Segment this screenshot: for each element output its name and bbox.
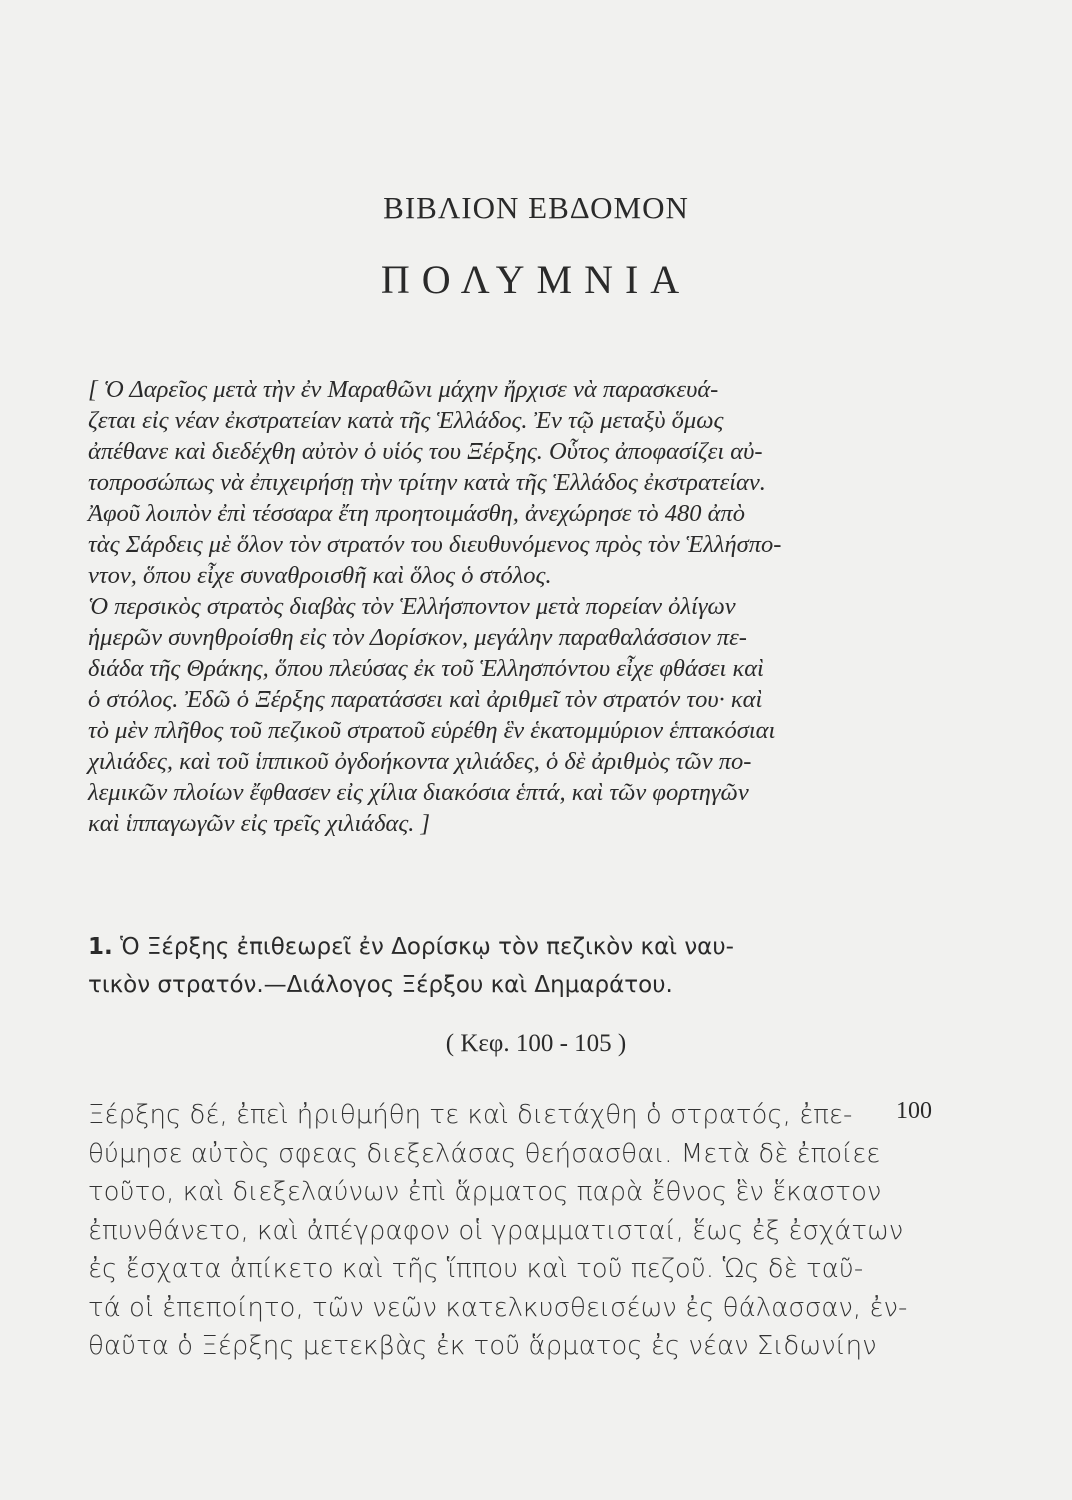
section-title-part1: Ὁ Ξέρξης ἐπιθεωρεῖ ἐν Δορίσκῳ τὸν πεζικὸν καὶ ναυ- <box>120 934 734 960</box>
text-line: ἐπυνθάνετο, καὶ ἀπέγραφον οἱ γραμματισταί, ἕως ἐξ ἐσχάτων <box>88 1215 904 1246</box>
summary-line: τὸ μὲν πλῆθος τοῦ πεζικοῦ στρατοῦ εὑρέθη ἓν ἑκατομμύριον ἑπτακόσιαι <box>88 717 776 744</box>
text-line: Ξέρξης δέ, ἐπεὶ ἠριθμήθη τε καὶ διετάχθη ὁ στρατός, ἐπε- <box>88 1100 853 1130</box>
summary-line: τὰς Σάρδεις μὲ ὅλον τὸν στρατόν του διευθυνόμενος πρὸς τὸν Ἑλλήσπο- <box>88 531 782 558</box>
summary-line: Ἀφοῦ λοιπὸν ἐπὶ τέσσαρα ἔτη προητοιμάσθη, ἀνεχώρησε τὸ 480 ἀπὸ <box>88 500 745 527</box>
summary-line: ντον, ὅπου εἶχε συναθροισθῆ καὶ ὅλος ὁ στόλος. <box>88 562 552 589</box>
summary-line: ἀπέθανε καὶ διεδέχθη αὐτὸν ὁ υἱός του Ξέρξης. Οὗτος ἀποφασίζει αὐ- <box>88 438 763 465</box>
section-heading-line <box>88 966 948 1004</box>
section-heading-line <box>88 928 948 966</box>
ancient-greek-text <box>88 1096 928 1366</box>
summary-line: λεμικῶν πλοίων ἔφθασεν εἰς χίλια διακόσια ἑπτά, καὶ τῶν φορτηγῶν <box>88 779 749 806</box>
section-number: 1. <box>88 934 113 960</box>
summary-line: τοπροσώπως νὰ ἐπιχειρήσῃ τὴν τρίτην κατὰ τῆς Ἑλλάδος ἐκστρατείαν. <box>88 469 766 496</box>
text-line: θύμησε αὐτὸς σφεας διεξελάσας θεήσασθαι. Μετὰ δὲ ἐποίεε <box>88 1138 881 1169</box>
summary-line: ὁ στόλος. Ἐδῶ ὁ Ξέρξης παρατάσσει καὶ ἀριθμεῖ τὸν στρατόν του· καὶ <box>88 686 763 713</box>
text-line: τά οἱ ἐπεποίητο, τῶν νεῶν κατελκυσθεισέων ἐς θάλασσαν, ἐν- <box>88 1292 908 1323</box>
text-line: θαῦτα ὁ Ξέρξης μετεκβὰς ἐκ τοῦ ἅρματος ἐς νέαν Σιδωνίην <box>88 1331 877 1361</box>
summary-line: καὶ ἱππαγωγῶν εἰς τρεῖς χιλιάδας. ] <box>88 810 431 837</box>
summary-line: ζεται εἰς νέαν ἐκστρατείαν κατὰ τῆς Ἑλλάδος. Ἐν τῷ μεταξὺ ὅμως <box>88 407 724 434</box>
summary-line: ἡμερῶν συνηθροίσθη εἰς τὸν Δορίσκον, μεγάλην παραθαλάσσιον πε- <box>88 624 747 651</box>
book-subtitle: ΠΟΛΥΜΝΙΑ <box>380 257 692 302</box>
summary-line: χιλιάδες, καὶ τοῦ ἱππικοῦ ὀγδοήκοντα χιλιάδες, ὁ δὲ ἀριθμὸς τῶν πο- <box>88 748 752 775</box>
section-heading <box>88 928 948 1004</box>
summary-line: Ὁ περσικὸς στρατὸς διαβὰς τὸν Ἑλλήσποντον μετὰ πορείαν ὀλίγων <box>88 593 736 620</box>
book-title: ΒΙΒΛΙΟΝ ΕΒΔΟΜΟΝ <box>383 190 689 225</box>
summary-paragraph <box>88 374 928 839</box>
section-title-part2: τικὸν στρατόν.—Διάλογος Ξέρξου καὶ Δημαράτου. <box>88 972 673 998</box>
margin-chapter-number: 100 <box>896 1098 932 1124</box>
text-line: τοῦτο, καὶ διεξελαύνων ἐπὶ ἅρματος παρὰ ἔθνος ἓν ἕκαστον <box>88 1177 882 1207</box>
text-line: ἐς ἔσχατα ἀπίκετο καὶ τῆς ἵππου καὶ τοῦ πεζοῦ. Ὡς δὲ ταῦ- <box>88 1254 864 1284</box>
summary-line: [ Ὁ Δαρεῖος μετὰ τὴν ἐν Μαραθῶνι μάχην ἤρχισε νὰ παρασκευά- <box>88 376 719 403</box>
summary-line: διάδα τῆς Θράκης, ὅπου πλεύσας ἐκ τοῦ Ἑλλησπόντου εἶχε φθάσει καὶ <box>88 655 764 682</box>
chapter-reference: ( Κεφ. 100 - 105 ) <box>445 1030 627 1057</box>
